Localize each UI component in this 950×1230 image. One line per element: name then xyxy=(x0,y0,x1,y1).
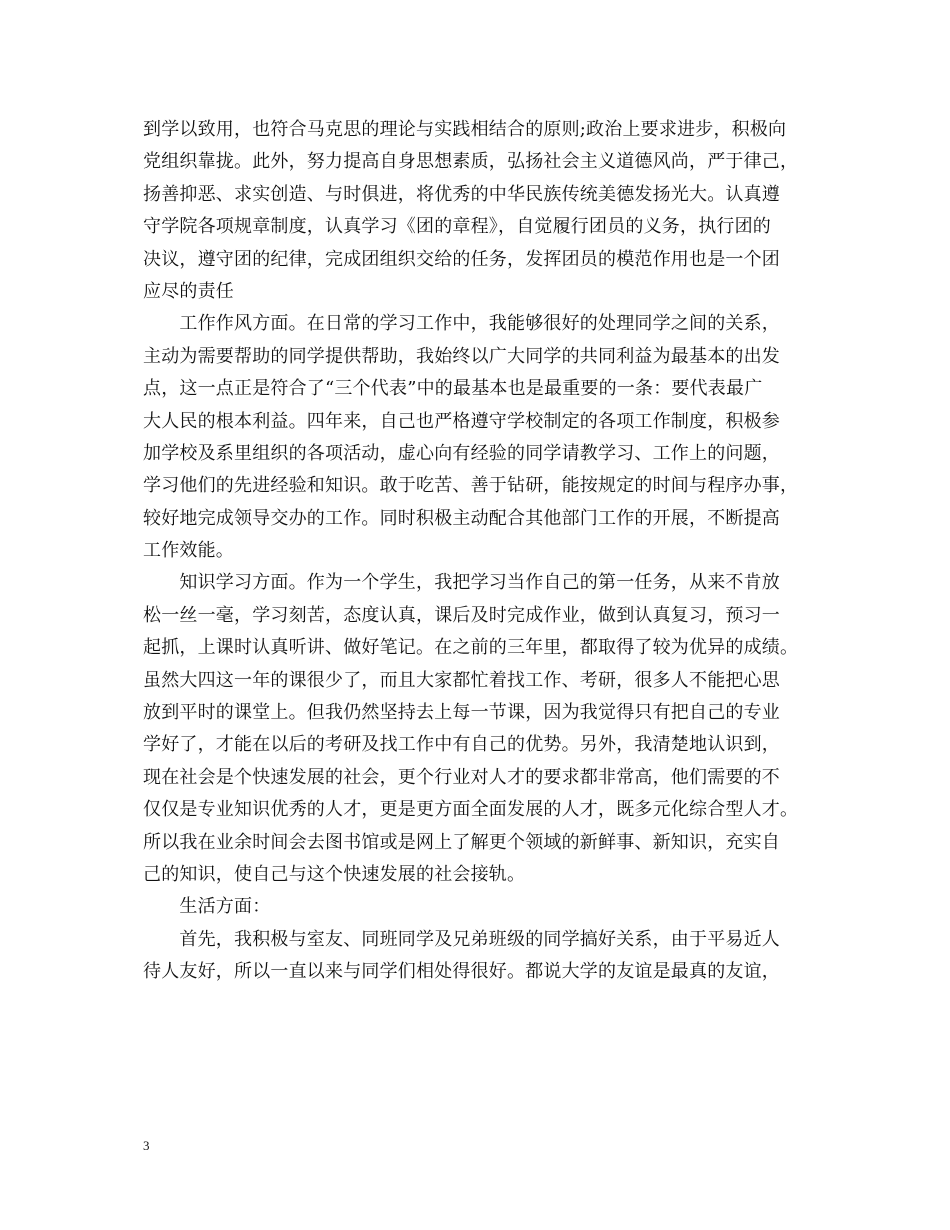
text-line: 生活方面： xyxy=(143,896,271,918)
body-text xyxy=(143,114,815,989)
text-line: 应尽的责任 xyxy=(143,280,234,302)
text-line: 仅仅是专业知识优秀的人才，更是更方面全面发展的人才，既多元化综合型人才。 xyxy=(143,799,799,821)
text-line: 现在社会是个快速发展的社会，更个行业对人才的要求都非常高，他们需要的不 xyxy=(143,766,780,788)
text-line: 起抓，上课时认真听讲、做好笔记。在之前的三年里，都取得了较为优异的成绩。 xyxy=(143,637,799,659)
text-line: 党组织靠拢。此外，努力提高自身思想素质，弘扬社会主义道德风尚，严于律己， xyxy=(143,151,799,173)
text-line: 守学院各项规章制度，认真学习《团的章程》，自觉履行团员的义务，执行团的 xyxy=(143,216,771,238)
text-line: 扬善抑恶、求实创造、与时俱进，将优秀的中华民族传统美德发扬光大。认真遵 xyxy=(143,183,780,205)
page-number: 3 xyxy=(143,1138,150,1153)
text-line: 点，这一点正是符合了“三个代表”中的最基本也是最重要的一条：要代表最广 xyxy=(143,378,763,400)
text-line: 己的知识，使自己与这个快速发展的社会接轨。 xyxy=(143,863,526,885)
text-line: 工作作风方面。在日常的学习工作中，我能够很好的处理同学之间的关系， xyxy=(143,313,780,335)
text-line: 工作效能。 xyxy=(143,540,234,562)
text-line: 虽然大四这一年的课很少了，而且大家都忙着找工作、考研，很多人不能把心思 xyxy=(143,669,780,691)
text-line: 到学以致用，也符合马克思的理论与实践相结合的原则;政治上要求进步，积极向 xyxy=(143,119,787,140)
text-line: 加学校及系里组织的各项活动，虚心向有经验的同学请教学习、工作上的问题， xyxy=(143,442,780,464)
text-line: 大人民的根本利益。四年来，自己也严格遵守学校制定的各项工作制度，积极参 xyxy=(143,410,780,432)
text-line: 知识学习方面。作为一个学生，我把学习当作自己的第一任务，从来不肯放 xyxy=(143,572,780,594)
text-line: 主动为需要帮助的同学提供帮助，我始终以广大同学的共同利益为最基本的出发 xyxy=(143,345,780,367)
text-line: 放到平时的课堂上。但我仍然坚持去上每一节课，因为我觉得只有把自己的专业 xyxy=(143,702,780,724)
text-line: 首先，我积极与室友、同班同学及兄弟班级的同学搞好关系，由于平易近人 xyxy=(143,928,780,950)
text-line: 学习他们的先进经验和知识。敢于吃苦、善于钻研，能按规定的时间与程序办事， xyxy=(143,475,799,497)
text-line: 待人友好，所以一直以来与同学们相处得很好。都说大学的友谊是最真的友谊， xyxy=(143,961,780,983)
text-line: 决议，遵守团的纪律，完成团组织交给的任务，发挥团员的模范作用也是一个团 xyxy=(143,248,780,270)
text-line: 学好了，才能在以后的考研及找工作中有自己的优势。另外，我清楚地认识到， xyxy=(143,734,780,756)
text-line: 松一丝一毫，学习刻苦，态度认真，课后及时完成作业，做到认真复习，预习一 xyxy=(143,604,780,626)
text-line: 较好地完成领导交办的工作。同时积极主动配合其他部门工作的开展，不断提高 xyxy=(143,507,780,529)
text-line: 所以我在业余时间会去图书馆或是网上了解更个领域的新鲜事、新知识，充实自 xyxy=(143,831,780,853)
